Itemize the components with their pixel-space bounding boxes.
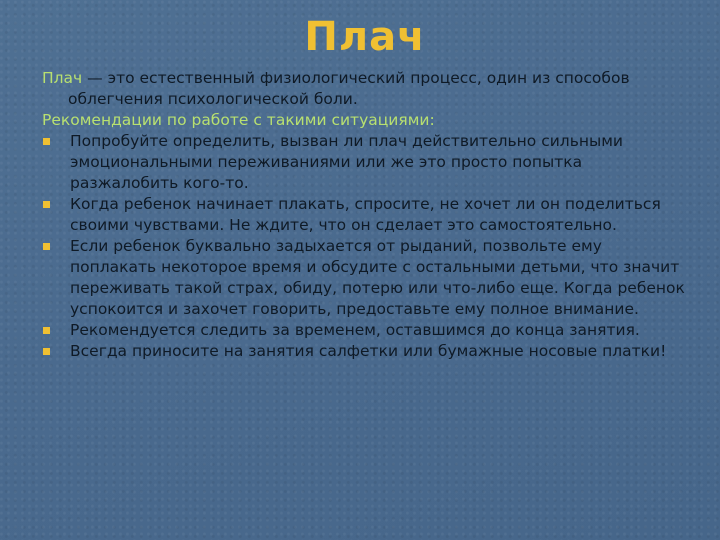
list-item-text: Когда ребенок начинает плакать, спросите, не хочет ли он поделиться своими чувствами. Не ждите, что он сделает это самостоятельно. <box>70 195 661 234</box>
list-item-text: Попробуйте определить, вызван ли плач действительно сильными эмоциональными переживаниями или же это просто попытка разжалобить кого-то. <box>70 132 623 192</box>
list-item-text: Если ребенок буквально задыхается от рыданий, позвольте ему поплакать некоторое время и обсудите с остальными детьми, что значит переживать такой страх, обиду, потерю или что-либо еще. Когда ребенок успокоится и захочет говорить, предоставьте ему полное внимание. <box>70 237 685 318</box>
square-bullet-icon <box>43 327 50 334</box>
recommendations-heading: Рекомендации по работе с такими ситуациями: <box>42 111 435 129</box>
list-item-text: Всегда приносите на занятия салфетки или бумажные носовые платки! <box>70 342 667 360</box>
list-item-text: Рекомендуется следить за временем, оставшимся до конца занятия. <box>70 321 640 339</box>
recommendations-list <box>42 131 692 362</box>
slide-title-text: Плач <box>304 14 426 60</box>
intro-term: Плач <box>42 69 83 87</box>
list-item <box>42 341 692 362</box>
list-item <box>42 194 692 236</box>
intro-paragraph <box>42 68 692 110</box>
list-item <box>42 236 692 320</box>
intro-text: — это естественный физиологический процесс, один из способов облегчения психологической боли. <box>68 69 630 108</box>
list-item <box>42 131 692 194</box>
slide-title <box>0 14 720 60</box>
list-item <box>42 320 692 341</box>
square-bullet-icon <box>43 138 50 145</box>
slide-body <box>42 68 692 362</box>
square-bullet-icon <box>43 348 50 355</box>
square-bullet-icon <box>43 243 50 250</box>
square-bullet-icon <box>43 201 50 208</box>
